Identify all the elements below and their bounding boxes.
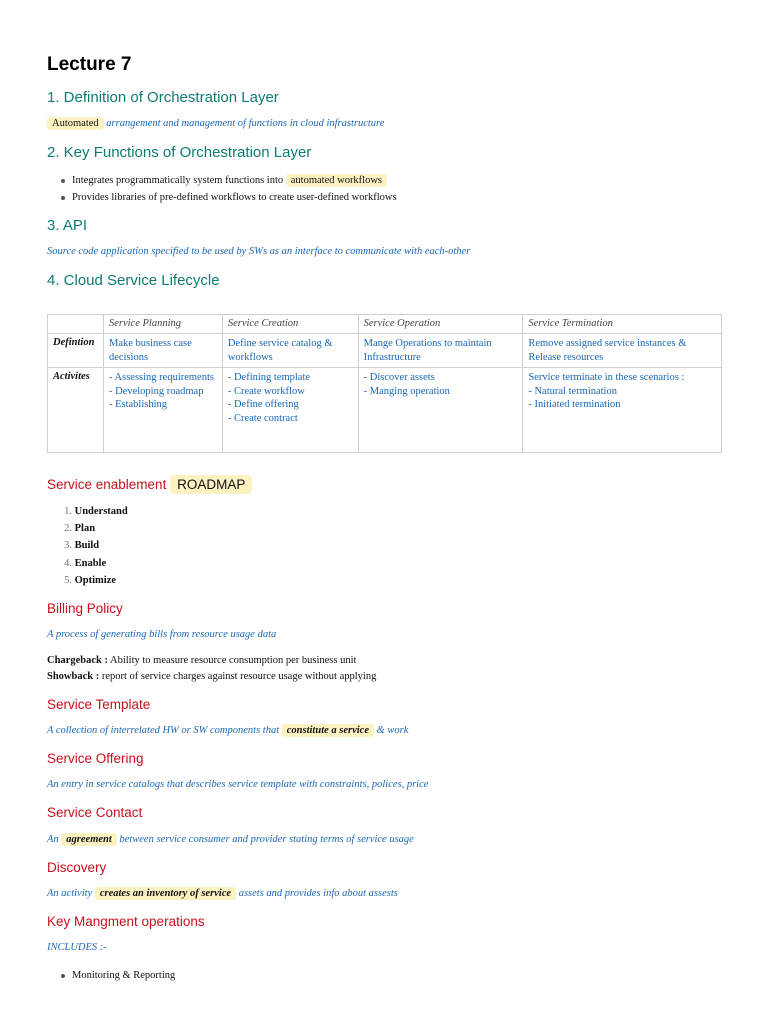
list-item	[47, 172, 397, 189]
section-heading-roadmap	[47, 477, 252, 492]
activity-line: - Assessing requirements	[108, 372, 214, 383]
discovery-definition	[47, 888, 398, 899]
definition-text	[47, 118, 384, 129]
table-cell	[103, 368, 222, 453]
list-item: Provides libraries of pre-defined workflows to create user-defined workflows	[47, 189, 397, 206]
table-header-cell	[48, 315, 104, 334]
table-cell: Make business case decisions	[103, 334, 222, 368]
showback-text: report of service charges against resource usage without applying	[101, 671, 377, 682]
highlight-automated: Automated	[47, 117, 104, 130]
table-cell: Remove assigned service instances & Release resources	[523, 334, 722, 368]
table-header-cell: Service Creation	[222, 315, 358, 334]
includes-label: INCLUDES :-	[47, 942, 107, 953]
table-cell: Define service catalog & workflows	[222, 334, 358, 368]
activity-line: - Manging operation	[363, 385, 450, 397]
row-label: Activites	[48, 368, 104, 453]
step-number: 1.	[64, 506, 72, 517]
table-row	[48, 368, 722, 453]
section-heading-template: Service Template	[47, 697, 151, 712]
activity-line: - Natural termination	[528, 385, 617, 397]
showback-line	[47, 671, 376, 682]
table-header-cell: Service Termination	[523, 315, 722, 334]
step-label: Optimize	[74, 574, 117, 586]
contact-text-after: between service consumer and provider stating terms of service usage	[119, 834, 414, 845]
section-heading-lifecycle: 4. Cloud Service Lifecycle	[47, 272, 220, 289]
highlight-automated-workflows: automated workflows	[286, 174, 387, 187]
table-cell	[222, 368, 358, 453]
discovery-text-after: assets and provides info about assests	[238, 888, 398, 899]
section-heading-contact: Service Contact	[47, 805, 143, 820]
row-label: Defintion	[48, 334, 104, 368]
section-heading-management: Key Mangment operations	[47, 914, 205, 929]
step-number: 3.	[64, 540, 72, 552]
bullet-text: Integrates programmatically system functions into	[72, 175, 284, 186]
step-label: Build	[74, 540, 100, 552]
activity-line: - Discover assets	[363, 372, 435, 383]
showback-term: Showback :	[47, 671, 100, 682]
step-label: Enable	[74, 557, 107, 569]
list-item	[47, 520, 128, 537]
key-functions-list	[47, 172, 397, 206]
table-cell	[358, 368, 523, 453]
activity-line: - Establishing	[108, 399, 168, 410]
discovery-text: An activity	[47, 888, 93, 899]
activity-line: - Create contract	[227, 412, 298, 424]
table-cell	[523, 368, 722, 453]
step-number: 4.	[64, 557, 72, 569]
activity-line: - Developing roadmap	[108, 385, 204, 397]
activity-line: - Create workflow	[227, 385, 305, 397]
lifecycle-table	[47, 314, 722, 453]
management-list	[47, 967, 175, 984]
contact-text: An	[47, 834, 59, 845]
chargeback-term: Chargeback :	[47, 655, 108, 666]
section-heading-definition: 1. Definition of Orchestration Layer	[47, 89, 279, 106]
template-text-after: & work	[376, 725, 409, 736]
template-text: A collection of interrelated HW or SW components that	[47, 725, 280, 736]
roadmap-steps	[47, 503, 128, 589]
activity-line: - Defining template	[227, 372, 311, 383]
step-number: 5.	[64, 574, 72, 586]
table-header-cell: Service Operation	[358, 315, 523, 334]
section-heading-api: 3. API	[47, 217, 88, 234]
definition-body: arrangement and management of functions in cloud infrastructure	[106, 118, 385, 129]
section-heading-key-functions: 2. Key Functions of Orchestration Layer	[47, 144, 312, 161]
section-heading-discovery: Discovery	[47, 860, 107, 875]
highlight-roadmap: ROADMAP	[170, 475, 252, 494]
chargeback-text: Ability to measure resource consumption per business unit	[110, 655, 357, 666]
highlight-constitute-service: constitute a service	[282, 724, 374, 737]
table-row	[48, 334, 722, 368]
api-definition: Source code application specified to be used by SWs as an interface to communicate with each-other	[47, 246, 471, 257]
table-header-row	[48, 315, 722, 334]
chargeback-line	[47, 655, 356, 666]
list-item	[47, 503, 128, 520]
highlight-agreement: agreement	[61, 833, 117, 846]
step-number: 2.	[64, 523, 72, 535]
offering-definition: An entry in service catalogs that describes service template with constraints, polices, price	[47, 779, 429, 790]
highlight-inventory: creates an inventory of service	[95, 887, 236, 900]
step-label: Understand	[74, 506, 128, 517]
template-definition	[47, 725, 408, 736]
section-heading-billing: Billing Policy	[47, 601, 123, 616]
activity-line: - Define offering	[227, 399, 299, 410]
contact-definition	[47, 834, 414, 845]
table-header-cell: Service Planning	[103, 315, 222, 334]
page-title: Lecture 7	[47, 54, 132, 75]
step-label: Plan	[74, 523, 96, 535]
table-cell: Mange Operations to maintain Infrastructure	[358, 334, 523, 368]
section-heading-offering: Service Offering	[47, 751, 144, 766]
activity-line: Service terminate in these scenarios :	[528, 372, 685, 383]
list-item: Monitoring & Reporting	[47, 967, 175, 984]
list-item	[47, 572, 128, 589]
list-item	[47, 555, 128, 572]
activity-line: - Initiated termination	[528, 399, 621, 410]
billing-definition: A process of generating bills from resource usage data	[47, 629, 277, 640]
list-item	[47, 537, 128, 554]
roadmap-heading-text: Service enablement	[47, 477, 167, 492]
